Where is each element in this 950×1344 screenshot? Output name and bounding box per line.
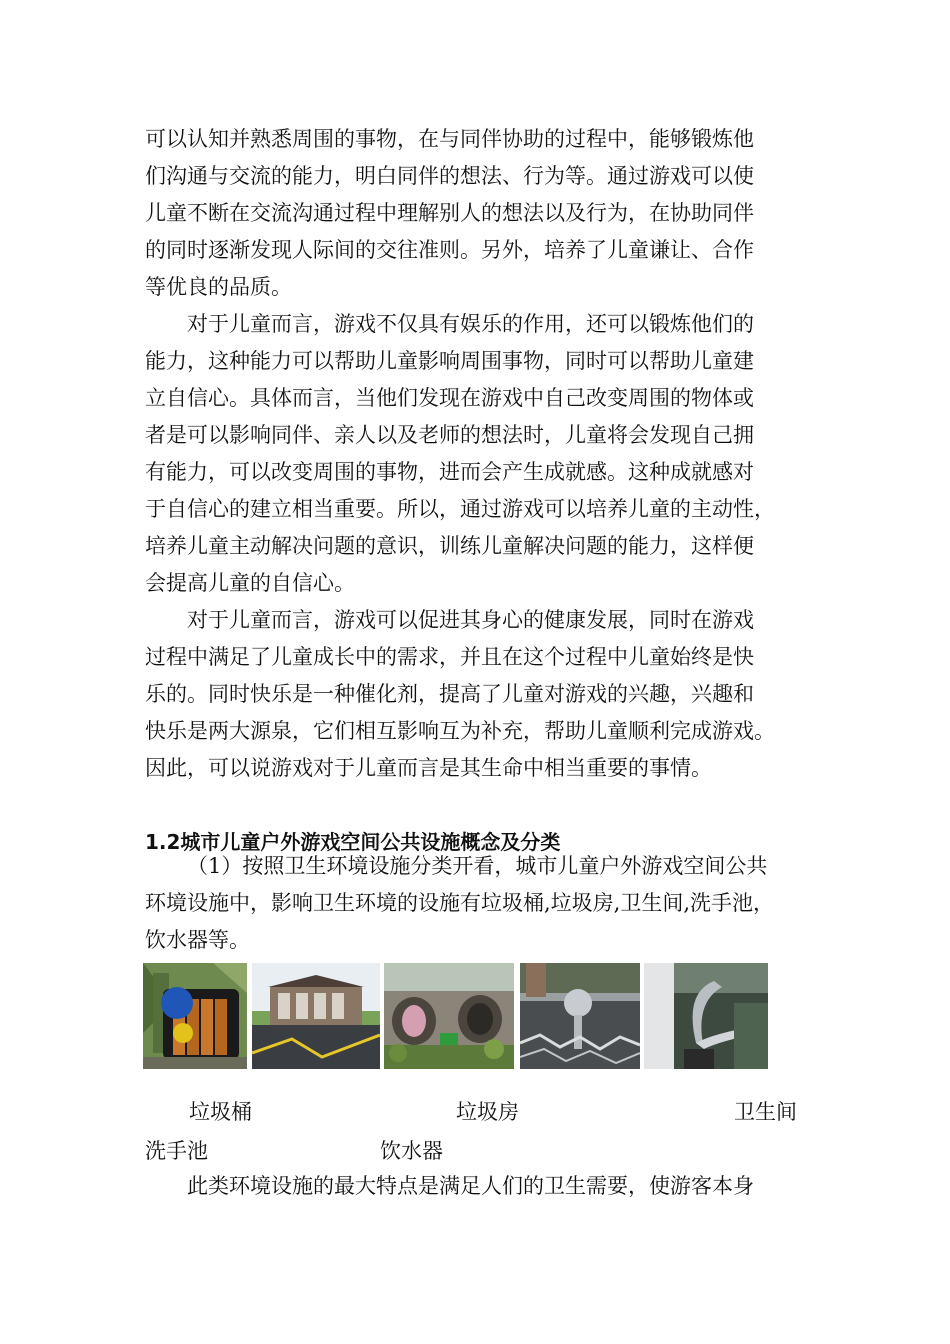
paragraph-3 xyxy=(145,602,810,787)
trash-bin-photo xyxy=(143,963,247,1069)
caption-wash-basin: 洗手池 xyxy=(145,1139,208,1163)
water-fountain-photo xyxy=(644,963,768,1069)
text-line: 环境设施中，影响卫生环境的设施有垃圾桶,垃圾房,卫生间,洗手池， xyxy=(145,891,775,915)
caption-trash-house: 垃圾房 xyxy=(456,1100,519,1124)
text-line: 会提高儿童的自信心。 xyxy=(145,571,355,595)
text-line: 们沟通与交流的能力，明白同伴的想法、行为等。通过游戏可以使 xyxy=(145,164,754,188)
text-line: 立自信心。具体而言，当他们发现在游戏中自己改变周围的物体或 xyxy=(145,386,754,410)
caption-trash-bin: 垃圾桶 xyxy=(189,1100,252,1124)
paragraph-5 xyxy=(145,1168,810,1205)
text-line: 可以认知并熟悉周围的事物，在与同伴协助的过程中，能够锻炼他 xyxy=(145,127,754,151)
text-line: 等优良的品质。 xyxy=(145,275,292,299)
text-line: 培养儿童主动解决问题的意识，训练儿童解决问题的能力，这样便 xyxy=(145,534,754,558)
text-line: 的同时逐渐发现人际间的交往准则。另外，培养了儿童谦让、合作 xyxy=(145,238,754,262)
paragraph-2 xyxy=(145,306,810,602)
trash-house-photo xyxy=(252,963,380,1069)
restroom-photo xyxy=(384,963,514,1069)
text-line: 儿童不断在交流沟通过程中理解别人的想法以及行为，在协助同伴 xyxy=(145,201,754,225)
text-line: （1）按照卫生环境设施分类开看，城市儿童户外游戏空间公共 xyxy=(187,854,768,878)
text-line: 对于儿童而言，游戏可以促进其身心的健康发展，同时在游戏 xyxy=(187,608,754,632)
text-line: 此类环境设施的最大特点是满足人们的卫生需要，使游客本身 xyxy=(187,1174,754,1198)
text-line: 于自信心的建立相当重要。所以，通过游戏可以培养儿童的主动性， xyxy=(145,497,775,521)
caption-restroom: 卫生间 xyxy=(734,1100,797,1124)
text-line: 能力，这种能力可以帮助儿童影响周围事物，同时可以帮助儿童建 xyxy=(145,349,754,373)
paragraph-4 xyxy=(145,848,810,959)
text-line: 饮水器等。 xyxy=(145,928,250,952)
paragraph-1 xyxy=(145,121,810,306)
text-line: 有能力，可以改变周围的事物，进而会产生成就感。这种成就感对 xyxy=(145,460,754,484)
section-heading: 1.2城市儿童户外游戏空间公共设施概念及分类 xyxy=(145,830,561,854)
text-line: 快乐是两大源泉，它们相互影响互为补充，帮助儿童顺利完成游戏。 xyxy=(145,719,775,743)
text-line: 乐的。同时快乐是一种催化剂，提高了儿童对游戏的兴趣，兴趣和 xyxy=(145,682,754,706)
facility-photo-strip xyxy=(0,963,950,1069)
text-line: 者是可以影响同伴、亲人以及老师的想法时，儿童将会发现自己拥 xyxy=(145,423,754,447)
text-line: 因此，可以说游戏对于儿童而言是其生命中相当重要的事情。 xyxy=(145,756,712,780)
text-line: 对于儿童而言，游戏不仅具有娱乐的作用，还可以锻炼他们的 xyxy=(187,312,754,336)
caption-water-fountain: 饮水器 xyxy=(380,1139,443,1163)
text-line: 过程中满足了儿童成长中的需求，并且在这个过程中儿童始终是快 xyxy=(145,645,754,669)
wash-basin-photo xyxy=(520,963,640,1069)
